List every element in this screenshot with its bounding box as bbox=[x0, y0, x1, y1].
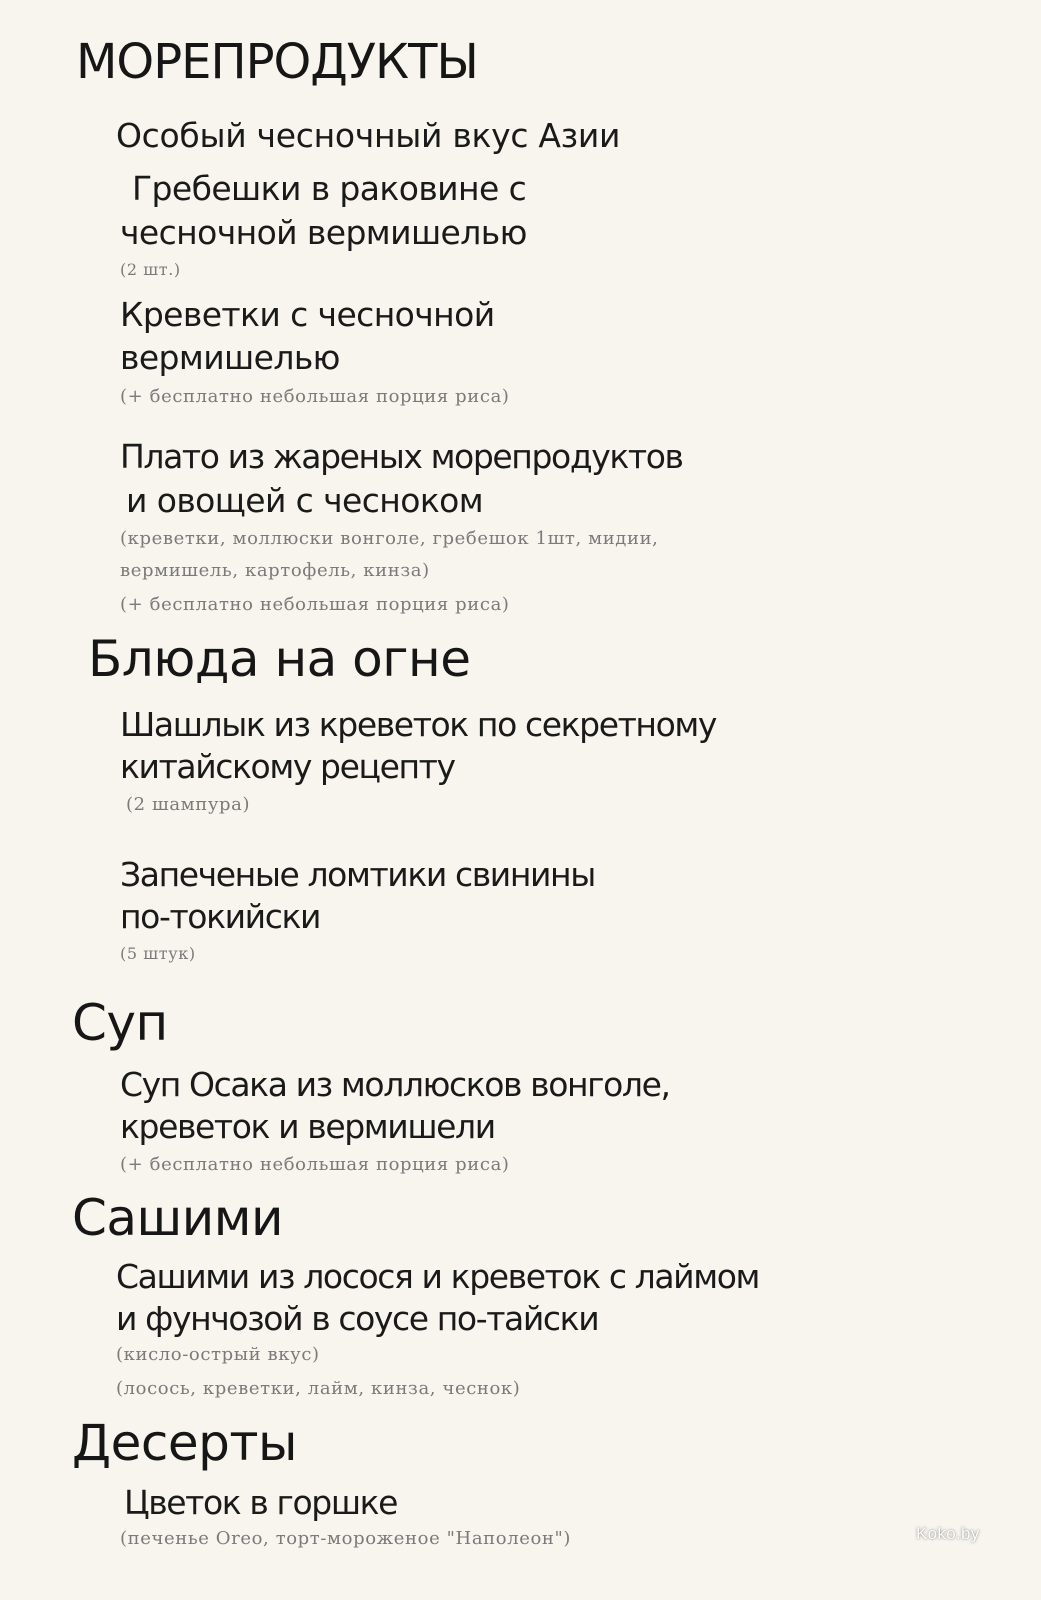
menu-item-name: Цветок в горшке bbox=[124, 1483, 398, 1522]
menu-item-name: Суп Осака из моллюсков вонголе, bbox=[120, 1065, 670, 1104]
menu-item-note: (кисло-острый вкус) bbox=[116, 1344, 320, 1365]
menu-item-name: по-токийски bbox=[120, 897, 321, 936]
section-title-soup: Суп bbox=[72, 994, 168, 1052]
menu-item-name: Запеченые ломтики свинины bbox=[120, 855, 595, 894]
menu-item-note: вермишель, картофель, кинза) bbox=[120, 560, 430, 581]
menu-item-name: вермишелью bbox=[120, 338, 340, 377]
section-title-sashimi: Сашими bbox=[72, 1189, 284, 1247]
menu-item-name: Сашими из лосося и креветок с лаймом bbox=[116, 1257, 760, 1296]
menu-item-name: креветок и вермишели bbox=[120, 1107, 495, 1146]
menu-item-name: китайскому рецепту bbox=[120, 747, 455, 786]
menu-item-name: Шашлык из креветок по секретному bbox=[120, 705, 717, 744]
section-title-seafood: МОРЕПРОДУКТЫ bbox=[76, 34, 478, 90]
section-subtitle-seafood: Особый чесночный вкус Азии bbox=[116, 116, 621, 155]
menu-item-note: (5 штук) bbox=[120, 944, 196, 963]
menu-item-name: и овощей с чесноком bbox=[126, 481, 484, 520]
menu-item-name: Креветки с чесночной bbox=[120, 295, 495, 334]
menu-item-note: (креветки, моллюски вонголе, гребешок 1шт, мидии, bbox=[120, 528, 659, 549]
menu-item-note: (2 шампура) bbox=[126, 794, 251, 815]
menu-item-note: (лосось, креветки, лайм, кинза, чеснок) bbox=[116, 1378, 521, 1399]
section-title-fire: Блюда на огне bbox=[88, 630, 471, 688]
watermark: Koko.by bbox=[916, 1524, 980, 1543]
menu-item-name: и фунчозой в соусе по-тайски bbox=[116, 1299, 599, 1338]
section-title-desserts: Десерты bbox=[72, 1414, 297, 1472]
menu-item-note: (+ бесплатно небольшая порция риса) bbox=[120, 1154, 510, 1175]
menu-item-note: (+ бесплатно небольшая порция риса) bbox=[120, 386, 510, 407]
menu-item-name: Плато из жареных морепродуктов bbox=[120, 437, 683, 476]
menu-item-note: (+ бесплатно небольшая порция риса) bbox=[120, 594, 510, 615]
menu-item-note: (2 шт.) bbox=[120, 260, 181, 279]
menu-item-name: Гребешки в раковине с bbox=[132, 169, 527, 208]
menu-item-name: чесночной вермишелью bbox=[120, 213, 527, 252]
menu-item-note: (печенье Oreo, торт-мороженое "Наполеон") bbox=[120, 1528, 572, 1549]
